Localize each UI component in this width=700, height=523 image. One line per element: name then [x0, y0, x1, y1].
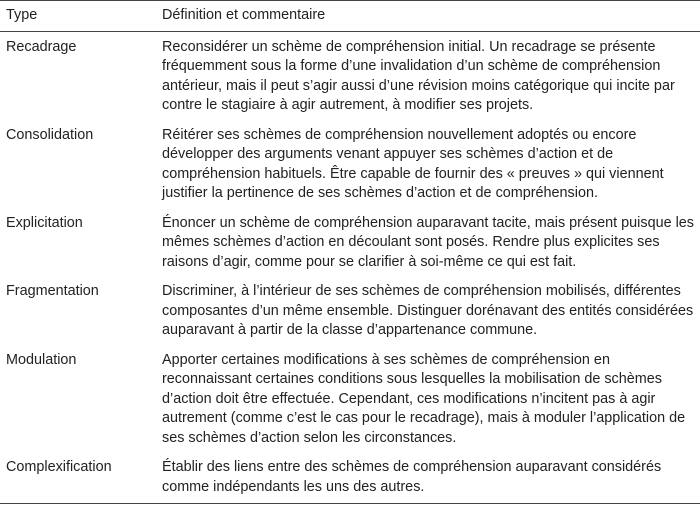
row-definition: Énoncer un schème de compréhension auparavant tacite, mais présent puisque les mêmes schèmes d’action en découlant sont posés. Rendre plus explicites ses raisons d’agir, comme pour se clarifier à soi-même ce qui est fait.	[162, 214, 694, 270]
table-row-consolidation	[0, 120, 700, 208]
table-row-fragmentation	[0, 276, 700, 345]
row-type: Explicitation	[6, 214, 83, 231]
row-definition: Réitérer ses schèmes de compréhension nouvellement adoptés ou encore développer des arguments venant appuyer ses schèmes d’action et de compréhension habituels. Être capable de fournir des « preuves » qui viennent justifier la pertinence de ses schèmes d’action et de compréhension.	[162, 126, 664, 201]
row-type: Fragmentation	[6, 283, 99, 299]
row-type: Consolidation	[6, 126, 94, 143]
header-definition: Définition et commentaire	[158, 1, 700, 32]
table-row-complexification	[0, 452, 700, 504]
row-definition: Établir des liens entre des schèmes de compréhension auparavant considérés comme indépendants les uns des autres.	[158, 452, 700, 504]
header-type: Type	[0, 1, 158, 32]
table-header-row	[0, 1, 700, 32]
table-row-explicitation	[0, 208, 700, 277]
table-row-modulation	[0, 345, 700, 453]
row-type: Complexification	[0, 452, 158, 504]
row-definition: Discriminer, à l’intérieur de ses schèmes de compréhension mobilisés, différentes composantes d’un même ensemble. Distinguer dorénavant des entités considérées auparavant à partir de la classe d’appartenance commune.	[162, 283, 694, 338]
row-definition: Reconsidérer un schème de compréhension initial. Un recadrage se présente fréquemment sous la forme d’une invalidation d’un schème de compréhension antérieur, mais il peut s’agir aussi d’une révision moins catégorique qui incite par contre le stagiaire à agir autrement, à modifier ses projets.	[162, 38, 675, 113]
row-type: Modulation	[6, 351, 77, 368]
row-definition: Apporter certaines modifications à ses schèmes de compréhension en reconnaissant certaines conditions sous lesquelles la mobilisation de schèmes d’action doit être effectuée. Cependant, ces modifications n’incitent pas à agir autrement (comme c’est le cas pour le recadrage), mais à moduler l’application de ses schèmes d’action selon les circonstances.	[162, 351, 686, 446]
table-row-recadrage	[0, 31, 700, 120]
row-type: Recadrage	[6, 38, 77, 55]
